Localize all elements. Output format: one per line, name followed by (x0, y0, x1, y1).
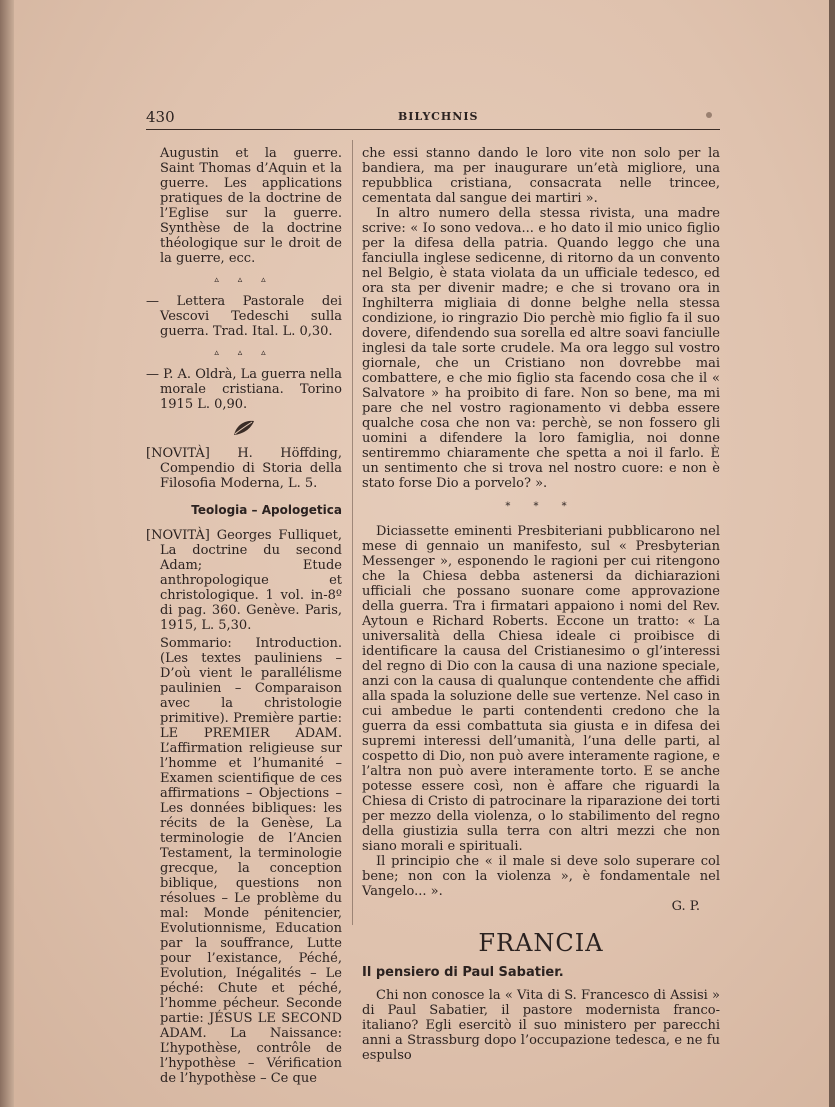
section-break-stars: * * * (505, 501, 577, 512)
country-heading: FRANCIA (478, 929, 604, 957)
running-title: BILYCHNIS (398, 110, 479, 123)
right-paragraph-3: Diciassette eminenti Presbiteriani pubblicarono nel mese di gennaio un manifesto, sul « Presbyterian Messenger », esponendo le ragioni per cui ritengono che la Chiesa debba astenersi da dichiarazioni ufficiali che possano suonare come approvazione della guerra. Tra i firmatari appaiono i nomi del Rev. Aytoun e Richard Roberts. Eccone un tratto: « La universalità della Chiesa ideale ci proibisce di identificare la causa del Cristianesimo o gl’interessi del regno di Dio con la causa di una nazione speciale, anzi con la causa di qualunque contendente che affidi alla spada la soluzione delle sue vertenze. Nel caso in cui ambedue le parti contendenti credono che la guerra da essi combattuta sia giusta e in difesa dei supremi interessi dell’umanità, l’una delle parti, al cospetto di Dio, non può avere interamente ragione, e l’altra non può avere interamente torto. E se anche potesse essere così, non è affare che riguardi la Chiesa di Cristo di patrocinare la riparazione dei torti per mezzo della violenza, o lo stabilimento del regno della giustizia sulla terra con altri mezzi che non siano morali e spirituali. (362, 524, 720, 854)
right-paragraph-4: Il principio che « il male si deve solo superare col bene; non con la violenza », è fondamentale nel Vangelo... ». (362, 854, 720, 899)
signature: G. P. (671, 899, 700, 914)
right-paragraph-2: In altro numero della stessa rivista, una madre scrive: « Io sono vedova... e ho dato il mio unico figlio per la difesa della patria. Quando leggo che una fanciulla inglese sedicenne, di ritorno da un convento nel Belgio, è stata violata da un ufficiale tedesco, ed ora sta per divenir madre; e che si trovano ora in Inghilterra migliaia di donne belghe nella stessa condizione, io ringrazio Dio perchè mio figlio fa il suo dovere, difendendo sua sorella ed altre soavi fanciulle inglesi da tale sorte crudele. Ma ora leggo sul vostro giornale, che un Cristiano non dovrebbe mai combattere, e che mio figlio sta facendo cosa che il « Salvatore » ha proibito di fare. Non so bene, ma mi pare che nel vostro ragionamento vi debba essere qualche cosa che non va: perchè, se non fossero gli uomini a difendere la loro famiglia, noi donne sentiremmo chiaramente che spetta a noi il farlo. È un sentimento che si trova nel nostro cuore: e non è stato forse Dio a porvelo? ». (362, 206, 720, 491)
header-dot (706, 112, 712, 118)
left-column (146, 146, 342, 1086)
left-paragraph-6: Sommario: Introduction. (Les textes pauliniens – D’où vient le parallélisme paulinien – Comparaison avec la christologie primitive). Première partie: LE PREMIER ADAM. L’affirmation religieuse sur l’homme et l’humanité – Examen scientifique de ces affirmations – Objections – Les données bibliques: les récits de la Genèse, La terminologie de l’Ancien Testament, la terminologie grecque, la conception biblique, questions non résolues – Le problème du mal: Monde pénitencier, Evolutionnisme, Education par la souffrance, Lutte pour l’existance, Péché, Evolution, Inégalités – Le péché: Chute et péché, l’homme pécheur. Seconde partie: JÉSUS LE SECOND ADAM. La Naissance: L’hypothèse, contrôle de l’hypothèse – Vérification de l’hypothèse – Ce que (160, 636, 342, 1086)
leaf-ornament-icon (231, 418, 257, 438)
column-separator (352, 140, 353, 925)
right-paragraph-5: Chi non conosce la « Vita di S. Francesco di Assisi » di Paul Sabatier, il pastore modernista franco-italiano? Egli esercitò il suo ministero per parecchi anni a Strassburg dopo l’occupazione tedesca, e ne fu espulso (362, 988, 720, 1063)
right-paragraph-1: che essi stanno dando le loro vite non solo per la bandiera, ma per inaugurare un’età migliore, una repubblica cristiana, consacrata nelle trincee, cementata dal sangue dei martiri ». (362, 146, 720, 206)
right-column (362, 146, 720, 1063)
page-edge-right (829, 0, 835, 1107)
ornament-2: ▵ ▵ ▵ (214, 348, 274, 358)
ornament-1: ▵ ▵ ▵ (214, 275, 274, 285)
page-edge-left (0, 0, 14, 1107)
left-paragraph-5: [NOVITÀ] Georges Fulliquet, La doctrine du second Adam; Etude anthropologique et christologique. 1 vol. in-8º di pag. 360. Genève. Paris, 1915, L. 5,30. (146, 528, 342, 633)
left-paragraph-4: [NOVITÀ] H. Höffding, Compendio di Storia della Filosofia Moderna, L. 5. (146, 446, 342, 491)
left-paragraph-2: — Lettera Pastorale dei Vescovi Tedeschi sulla guerra. Trad. Ital. L. 0,30. (146, 294, 342, 339)
left-paragraph-1: Augustin et la guerre. Saint Thomas d’Aquin et la guerre. Les applications pratiques de la doctrine de l’Eglise sur la guerre. Synthèse de la doctrine théologique sur le droit de la guerre, ecc. (160, 146, 342, 266)
section-heading: Teologia – Apologetica (191, 503, 342, 517)
left-paragraph-3: — P. A. Oldrà, La guerra nella morale cristiana. Torino 1915 L. 0,90. (146, 367, 342, 412)
header-rule (146, 129, 720, 130)
page-number: 430 (146, 108, 175, 126)
article-subheading: Il pensiero di Paul Sabatier. (362, 965, 564, 980)
